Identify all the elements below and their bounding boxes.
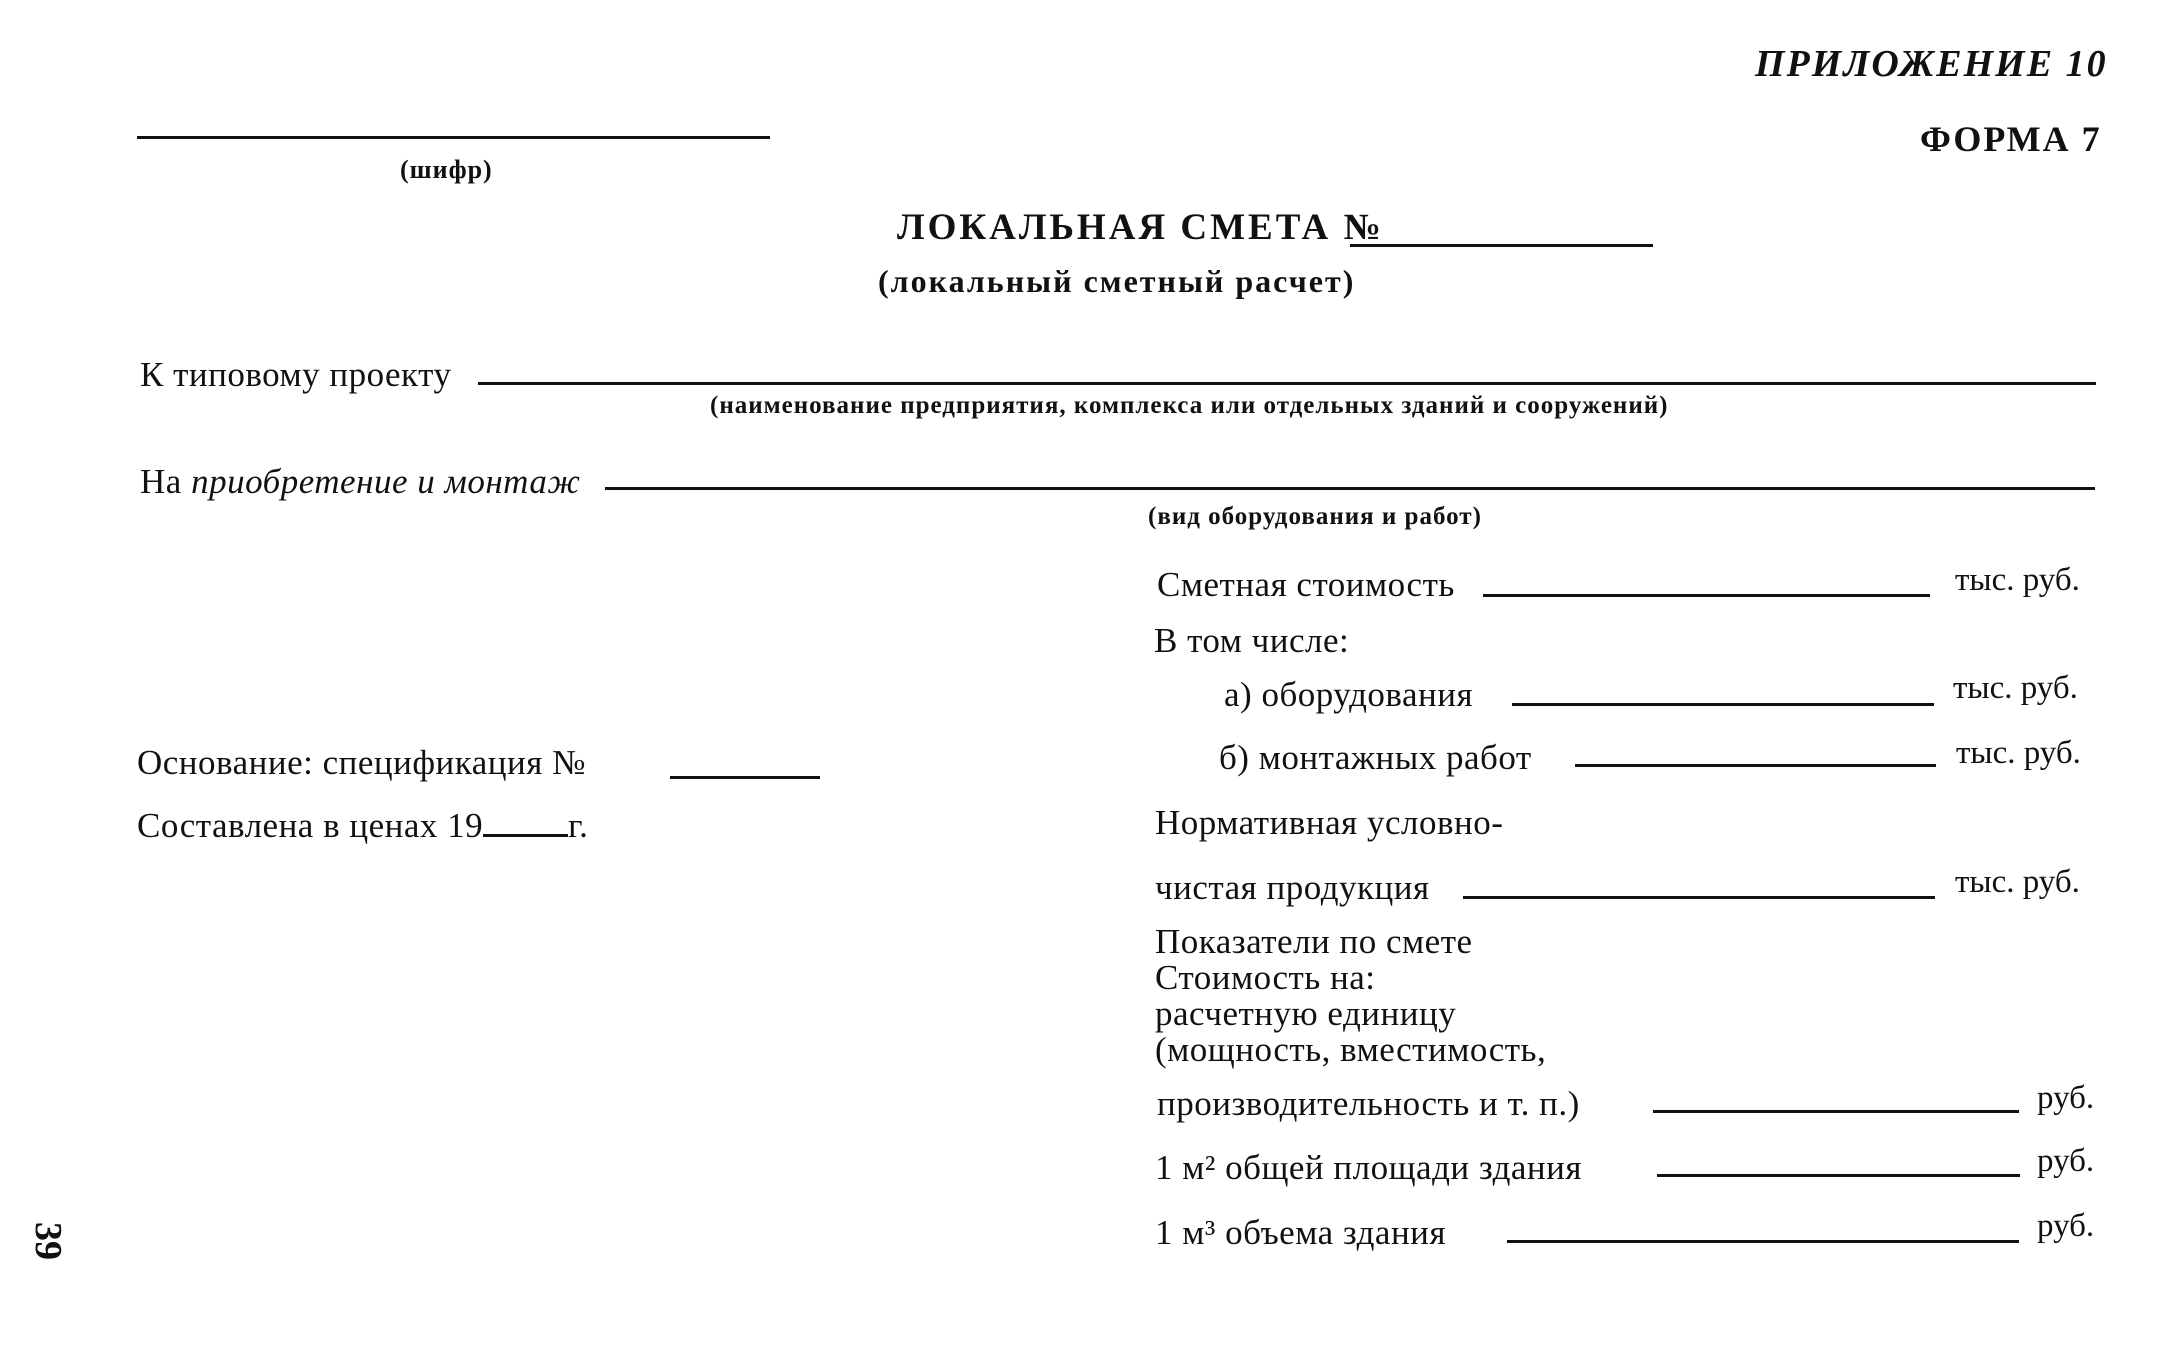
- estimated-cost-line: [1483, 594, 1930, 597]
- equipment-label: а) оборудования: [1224, 675, 1474, 714]
- estimated-cost-label: Сметная стоимость: [1157, 565, 1455, 604]
- cost-for-label: Стоимость на:: [1155, 958, 1376, 997]
- unit-rub: руб.: [2037, 1143, 2095, 1179]
- unit-calc-label: расчетную единицу: [1155, 994, 1457, 1033]
- capacity-label: (мощность, вместимость,: [1155, 1030, 1547, 1069]
- normative-line: [1463, 896, 1935, 899]
- page-title: ЛОКАЛЬНАЯ СМЕТА №: [897, 207, 1384, 248]
- purchase-label: На приобретение и монтаж: [140, 462, 581, 501]
- project-label: К типовому проекту: [140, 355, 452, 394]
- year-line: [483, 806, 568, 837]
- unit-thousand-rub: тыс. руб.: [1953, 670, 2078, 706]
- equipment-line: [1512, 703, 1934, 706]
- area-label: 1 м² общей площади здания: [1155, 1148, 1582, 1187]
- purchase-caption: (вид оборудования и работ): [1148, 503, 1482, 530]
- volume-label: 1 м³ объема здания: [1155, 1213, 1446, 1252]
- normative-label-1: Нормативная условно-: [1155, 803, 1504, 842]
- spec-label: Основание: спецификация №: [137, 743, 586, 782]
- appendix-label: ПРИЛОЖЕНИЕ 10: [1755, 43, 2108, 85]
- productivity-line: [1653, 1110, 2019, 1113]
- unit-rub: руб.: [2037, 1208, 2095, 1244]
- including-label: В том числе:: [1154, 621, 1350, 660]
- installation-line: [1575, 764, 1936, 767]
- volume-line: [1507, 1240, 2019, 1243]
- indicators-label: Показатели по смете: [1155, 922, 1473, 961]
- normative-label-2: чистая продукция: [1155, 868, 1430, 907]
- page-subtitle: (локальный сметный расчет): [878, 263, 1356, 299]
- unit-thousand-rub: тыс. руб.: [1955, 864, 2080, 900]
- estimate-number-line: [1350, 244, 1653, 247]
- purchase-line: [605, 487, 2095, 490]
- installation-label: б) монтажных работ: [1219, 738, 1532, 777]
- form-label: ФОРМА 7: [1920, 119, 2102, 159]
- cipher-caption: (шифр): [400, 155, 493, 184]
- unit-thousand-rub: тыс. руб.: [1955, 562, 2080, 598]
- productivity-label: производительность и т. п.): [1157, 1084, 1580, 1123]
- unit-rub: руб.: [2037, 1080, 2095, 1116]
- page-number: 39: [27, 1222, 69, 1260]
- project-caption: (наименование предприятия, комплекса или отдельных зданий и сооружений): [710, 392, 1669, 419]
- spec-number-line: [670, 776, 820, 779]
- prices-label: Составлена в ценах 19 г.: [137, 806, 589, 845]
- area-line: [1657, 1174, 2020, 1177]
- unit-thousand-rub: тыс. руб.: [1956, 735, 2081, 771]
- cipher-line: [137, 136, 770, 139]
- project-line: [478, 382, 2096, 385]
